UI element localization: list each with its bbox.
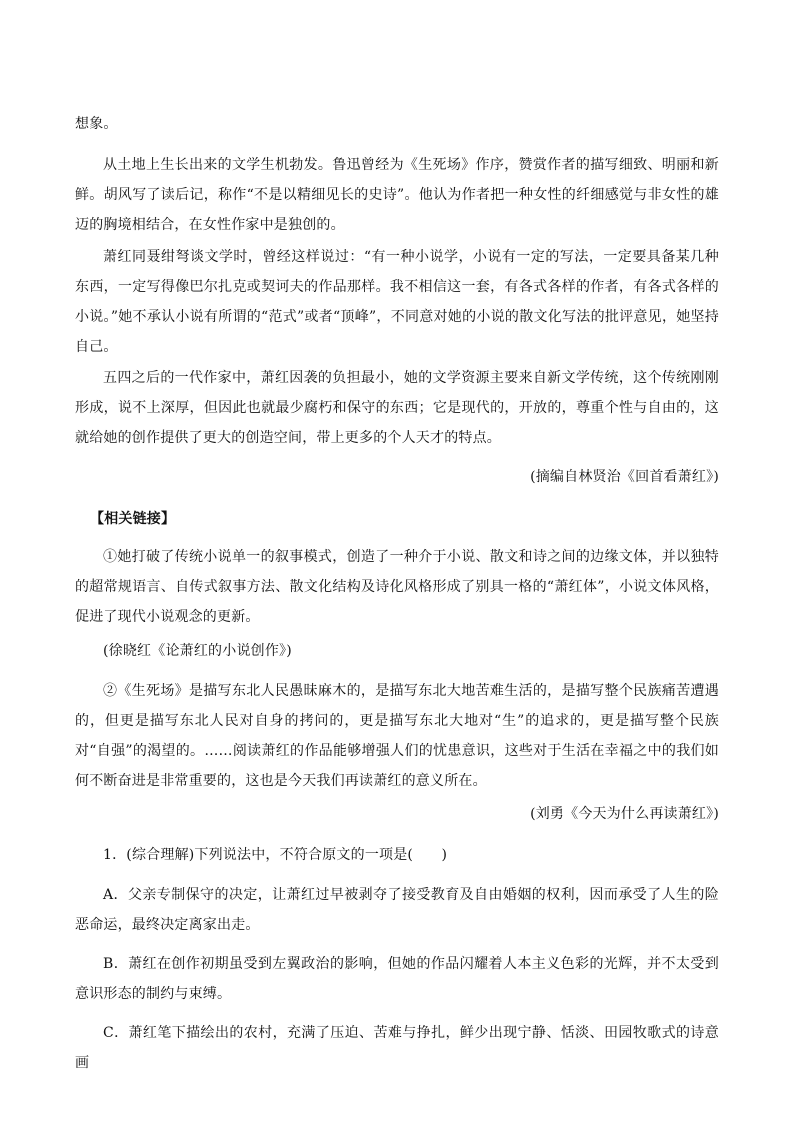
option-a: A．父亲专制保守的决定，让萧红过早被剥夺了接受教育及自由婚姻的权利，因而承受了人生的险恶命运，最终决定离家出走。 [75,887,719,933]
source-citation-liu-yong: (刘勇《今天为什么再读萧红》) [530,806,719,822]
source-citation-xu-xiaohong: (徐晓红《论萧红的小说创作》) [103,643,292,659]
paragraph-may-fourth-generation: 五四之后的一代作家中，萧红因袭的负担最小，她的文学资源主要来自新文学传统，这个传统刚刚形成，说不上深厚，但因此也就最少腐朽和保守的东西；它是现代的，开放的，尊重个性与自由的，这就给她的创作提供了更大的创造空间，带上更多的个人天才的特点。 [75,370,719,446]
question-stem: 1．(综合理解)下列说法中，不符合原文的一项是( ) [103,847,448,863]
related-link-2: ②《生死场》是描写东北人民愚昧麻木的，是描写东北大地苦难生活的，是描写整个民族痛苦遭遇的，但更是描写东北人民对自身的拷问的，更是描写东北大地对“生”的追求的，更是描写整个民族对“自强”的渴望的。……阅读萧红的作品能够增强人们的忧患意识，这些对于生活在幸福之中的我们如何不断奋进是非常重要的，这也是今天我们再读萧红的意义所在。 [75,683,719,789]
paragraph-literary-vitality: 从土地上生长出来的文学生机勃发。鲁迅曾经为《生死场》作序，赞赏作者的描写细致、明丽和新鲜。胡风写了读后记，称作“不是以精细见长的史诗”。他认为作者把一种女性的纤细感觉与非女性的雄迈的胸境相结合，在女性作家中是独创的。 [75,157,719,233]
option-b: B．萧红在创作初期虽受到左翼政治的影响，但她的作品闪耀着人本主义色彩的光辉，并不太受到意识形态的制约与束缚。 [75,956,719,1002]
source-citation-lin-xianzhi: (摘编自林贤治《回首看萧红》) [530,469,719,485]
paragraph-fragment: 想象。 [75,116,118,132]
option-c: C．萧红笔下描绘出的农村，充满了压迫、苦难与挣扎，鲜少出现宁静、恬淡、田园牧歌式的诗意画 [75,1025,719,1071]
related-links-heading: 【相关链接】 [90,511,176,527]
paragraph-xiaohong-on-fiction: 萧红同聂绀弩谈文学时，曾经这样说过：“有一种小说学，小说有一定的写法，一定要具备某几种东西，一定写得像巴尔扎克或契诃夫的作品那样。我不相信这一套，有各式各样的作者，有各式各样的小说。”她不承认小说有所谓的“范式”或者“顶峰”，不同意对她的小说的散文化写法的批评意见，她坚持自己。 [75,249,719,355]
related-link-1: ①她打破了传统小说单一的叙事模式，创造了一种介于小说、散文和诗之间的边缘文体，并以独特的超常规语言、自传式叙事方法、散文化结构及诗化风格形成了别具一格的“萧红体”，小说文体风格，促进了现代小说观念的更新。 [75,549,719,625]
